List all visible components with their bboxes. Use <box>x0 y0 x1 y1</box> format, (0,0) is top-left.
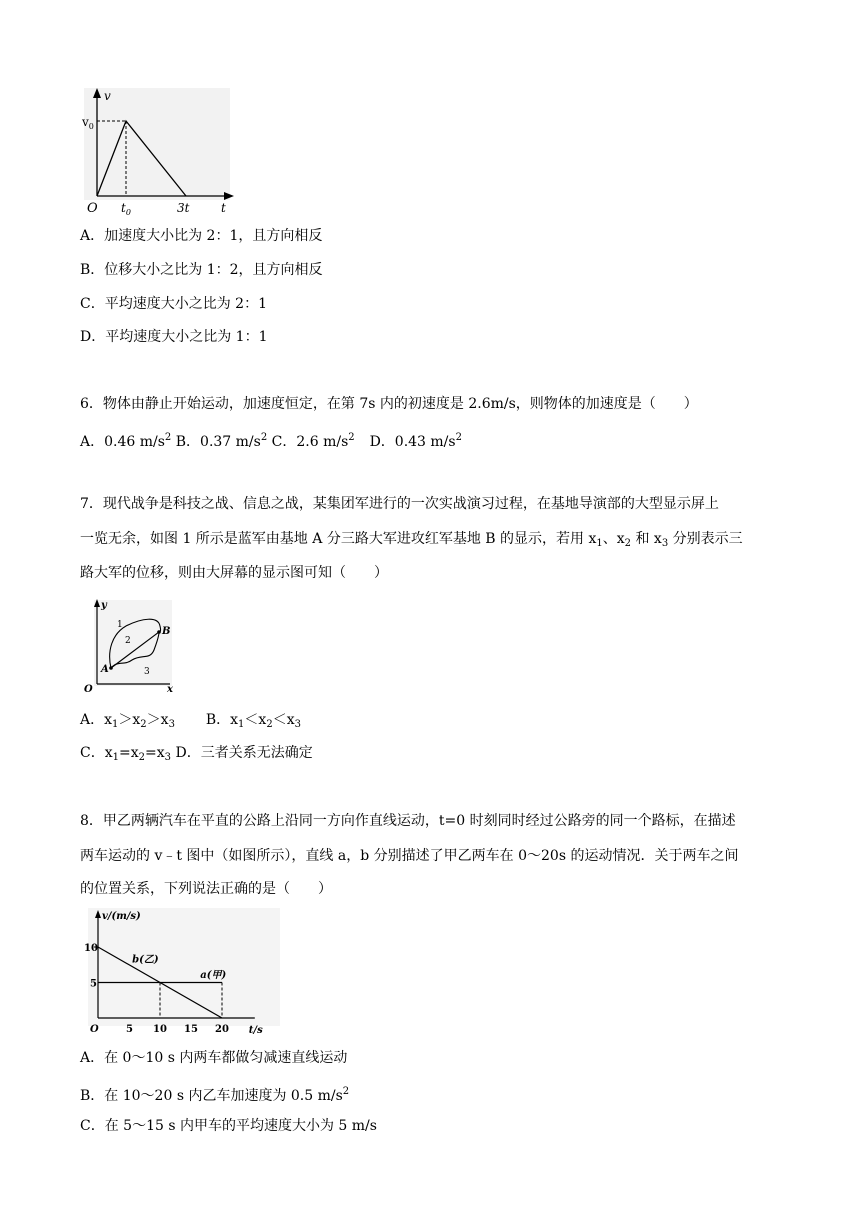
q7-option-d: D．三者关系无法确定 <box>175 745 313 761</box>
path-2-label: 2 <box>125 636 131 646</box>
point-a <box>109 666 113 670</box>
q7-option-c: C．$x_1=x_2=x_3$ <box>80 745 172 763</box>
q7-stem-line-2: 一览无余，如图 1 所示是蓝军由基地 A 分三路大军进攻红军基地 B 的显示，若用 $x_1$、$x_2$ 和 $x_3$ 分别表示三 <box>80 531 743 549</box>
q5-option-d: D．平均速度大小之比为 1：1 <box>80 329 268 345</box>
q8-option-a: A．在 0～10 s 内两车都做匀减速直线运动 <box>80 1050 348 1066</box>
point-b <box>157 630 161 634</box>
q8-stem-line-1: 8．甲乙两辆汽车在平直的公路上沿同一方向作直线运动，t=0 时刻同时经过公路旁的同一个路标，在描述 <box>80 813 736 829</box>
q6-option-a: A．0.46 $m/s^2$ <box>80 432 172 450</box>
y-tick-label: 5 <box>90 978 97 990</box>
q7-stem-line-3: 路大军的位移，则由大屏幕的显示图可知（ ） <box>80 565 388 581</box>
q7-option-a: A．$x_1>x_2>x_3$ <box>80 712 175 730</box>
point-a-label: A <box>101 664 109 675</box>
q7-stem-line-1: 7．现代战争是科技之战、信息之战，某集团军进行的一次实战演习过程，在基地导演部的大型显示屏上 <box>80 496 719 512</box>
series-b-label: b(乙) <box>132 954 159 966</box>
q8-option-c: C．在 5～15 s 内甲车的平均速度大小为 5 m/s <box>80 1118 377 1134</box>
origin-label: O <box>87 201 98 216</box>
y-axis-label: y <box>101 600 107 611</box>
q8-stem-line-2: 两车运动的 v﹣t 图中（如图所示），直线 a，b 分别描述了甲乙两车在 0～20s 的运动情况．关于两车之间 <box>80 848 739 864</box>
series-a-label: a(甲) <box>200 970 227 982</box>
y-tick-label: 10 <box>84 943 98 954</box>
point-b-label: B <box>162 626 171 637</box>
3t-label: 3t <box>177 201 190 215</box>
x-axis-label: t/s <box>248 1025 263 1036</box>
q6-options <box>80 428 462 452</box>
q6-option-c: C．2.6 $m/s^2$ <box>271 432 355 450</box>
x-axis-label: t <box>221 201 226 215</box>
figure-background <box>88 908 280 1026</box>
x-tick-label: 15 <box>184 1024 198 1035</box>
q6-option-d: D．0.43 $m/s^2$ <box>369 432 462 450</box>
q5-option-b: B．位移大小之比为 1：2，且方向相反 <box>80 262 323 278</box>
q8-option-b: B．在 10～20 s 内乙车加速度为 0.5 $m/s^2$ <box>80 1086 350 1104</box>
q5-option-a: A．加速度大小比为 2：1，且方向相反 <box>80 228 323 244</box>
x-tick-label: 10 <box>153 1024 167 1035</box>
q6-option-b: B．0.37 $m/s^2$ <box>175 432 268 450</box>
path-3-label: 3 <box>144 667 150 677</box>
q7-options-row-1 <box>80 710 301 735</box>
q5-vt-graph <box>80 86 240 216</box>
q7-option-b: B．$x_1<x_2<x_3$ <box>205 712 301 730</box>
y-axis-label: v/(m/s) <box>102 911 141 922</box>
q5-option-c: C．平均速度大小之比为 2：1 <box>80 296 267 312</box>
path-1-label: 1 <box>117 620 123 630</box>
v0-label: $v_0$ <box>82 115 94 131</box>
y-axis-label: v <box>104 89 111 103</box>
origin-label: O <box>84 684 93 695</box>
q7-path-figure <box>80 596 180 696</box>
x-tick-label: O <box>90 1024 99 1035</box>
q7-options-row-2 <box>80 743 313 768</box>
x-tick-label: 20 <box>215 1024 229 1035</box>
q6-stem: 6．物体由静止开始运动，加速度恒定，在第 7s 内的初速度是 2.6m/s，则物体的加速度是（ ） <box>80 396 698 412</box>
q8-stem-line-3: 的位置关系，下列说法正确的是（ ） <box>80 881 332 897</box>
t0-label: $t_0$ <box>121 201 131 217</box>
q8-vt-chart <box>80 908 290 1036</box>
x-axis-label: x <box>167 684 173 695</box>
x-tick-label: 5 <box>126 1024 133 1035</box>
figure-background <box>84 88 230 200</box>
